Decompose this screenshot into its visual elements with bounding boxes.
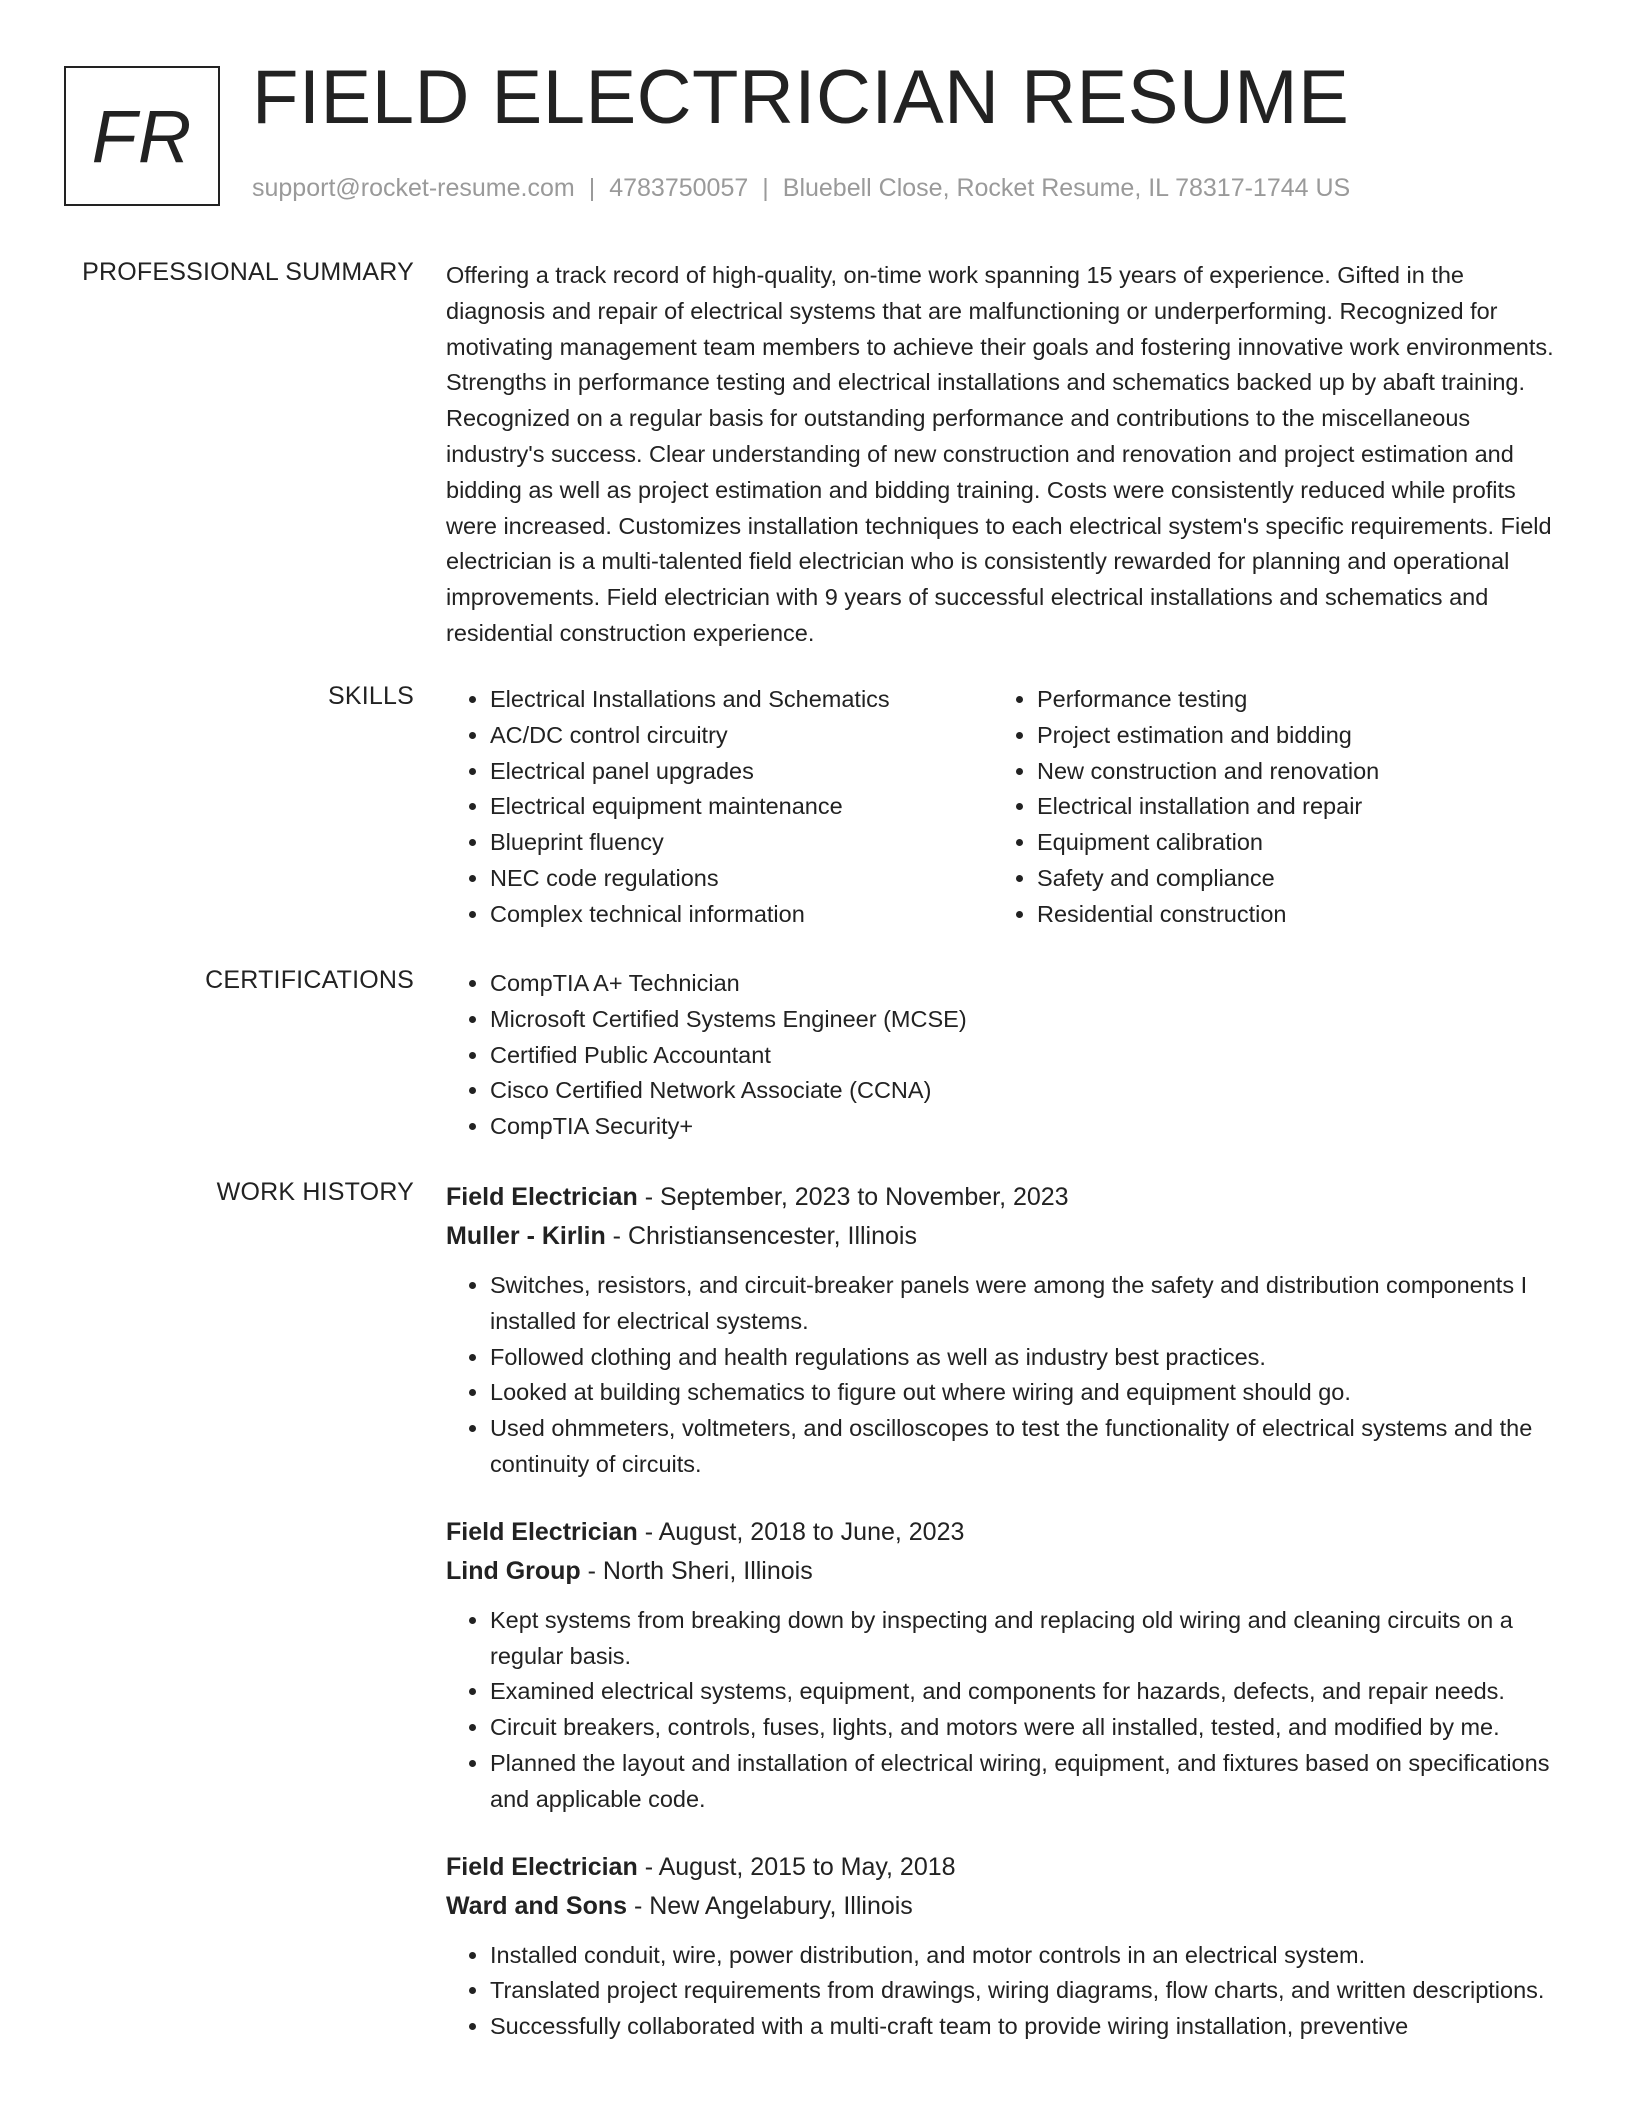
- certifications-list: [446, 966, 1566, 1145]
- job-company: Ward and Sons: [446, 1891, 628, 1920]
- certification-item: • Certified Public Accountant: [490, 1038, 1566, 1074]
- contact-phone: 4783750057: [609, 174, 749, 202]
- job-company: Muller - Kirlin: [446, 1222, 606, 1250]
- job-company-line: [446, 1217, 1566, 1256]
- job-title: Field Electrician: [446, 1517, 638, 1546]
- skill-item: • NEC code regulations: [490, 861, 993, 897]
- skill-item: • Residential construction: [1037, 897, 1540, 933]
- job-duty: • Used ohmmeters, voltmeters, and oscilloscopes to test the functionality of electrical systems and the continuity of circuits.: [490, 1411, 1566, 1483]
- job-duties: [446, 1268, 1566, 1483]
- job-duty: • Followed clothing and health regulations as well as industry best practices.: [490, 1340, 1566, 1376]
- job-title-line: [446, 1513, 1566, 1552]
- contact-line: [252, 174, 1350, 203]
- job-title-line: [446, 1178, 1566, 1217]
- certifications-heading: CERTIFICATIONS: [205, 966, 414, 994]
- job-dates: - September, 2023 to November, 2023: [637, 1183, 1069, 1211]
- skills-list-left: [446, 682, 993, 933]
- summary-text: Offering a track record of high-quality, on-time work spanning 15 years of experience. Gifted in the diagnosis and repair of electrical systems that are malfunctioning or underperforming. Recognized for motivating management team members to achieve their goals and fostering innovative work environments. Strengths in performance testing and electrical installations and schematics backed up by abaft training. Recognized on a regular basis for outstanding performance and contributions to the miscellaneous industry's success. Clear understanding of new construction and renovation and project estimation and bidding as well as project estimation and bidding training. Costs were consistently reduced while profits were increased. Customizes installation techniques to each electrical system's specific requirements. Field electrician is a multi-talented field electrician who is consistently rewarded for planning and operational improvements. Field electrician with 9 years of successful electrical installations and schematics and residential construction experience.: [446, 262, 1554, 646]
- skill-item: • Electrical installation and repair: [1037, 789, 1540, 825]
- work-history-body: [446, 1178, 1566, 2045]
- job-location: - North Sheri, Illinois: [580, 1556, 813, 1585]
- skill-item: • Electrical Installations and Schematics: [490, 682, 993, 718]
- job-location: - Christiansencester, Illinois: [605, 1222, 917, 1250]
- job-duty: • Circuit breakers, controls, fuses, lights, and motors were all installed, tested, and modified by me.: [490, 1710, 1566, 1746]
- contact-separator: |: [588, 174, 596, 202]
- job-location: - New Angelabury, Illinois: [627, 1891, 913, 1920]
- certification-item: • CompTIA Security+: [490, 1109, 1566, 1145]
- job-duty: • Kept systems from breaking down by inspecting and replacing old wiring and cleaning circuits on a regular basis.: [490, 1603, 1566, 1675]
- certification-item: • CompTIA A+ Technician: [490, 966, 1566, 1002]
- contact-separator: |: [762, 174, 769, 202]
- certification-item: • Microsoft Certified Systems Engineer (MCSE): [490, 1002, 1566, 1038]
- job-title: Field Electrician: [446, 1852, 638, 1881]
- monogram-badge: [64, 66, 220, 206]
- skills-heading: SKILLS: [328, 682, 414, 710]
- skills-body: [446, 682, 1566, 933]
- job-duty: • Examined electrical systems, equipment, and components for hazards, defects, and repair needs.: [490, 1674, 1566, 1710]
- skills-list-right: [993, 682, 1540, 933]
- job-title: Field Electrician: [446, 1183, 638, 1211]
- skill-item: • Complex technical information: [490, 897, 993, 933]
- job-company-line: [446, 1552, 1566, 1591]
- job-duty: • Switches, resistors, and circuit-breaker panels were among the safety and distribution components I installed for electrical systems.: [490, 1268, 1566, 1340]
- summary-body: [446, 258, 1566, 652]
- contact-address: Bluebell Close, Rocket Resume, IL 78317-1744 US: [782, 174, 1351, 202]
- certifications-body: [446, 966, 1566, 1145]
- skill-item: • Safety and compliance: [1037, 861, 1540, 897]
- skill-item: • Electrical equipment maintenance: [490, 789, 993, 825]
- skill-item: • Electrical panel upgrades: [490, 754, 993, 790]
- resume-title: FIELD ELECTRICIAN RESUME: [252, 55, 1350, 140]
- job-entry: [446, 1848, 1566, 2045]
- job-entry: [446, 1178, 1566, 1483]
- certification-item: • Cisco Certified Network Associate (CCNA): [490, 1073, 1566, 1109]
- job-dates: - August, 2018 to June, 2023: [637, 1517, 965, 1546]
- job-duty: • Planned the layout and installation of electrical wiring, equipment, and fixtures based on specifications and applicable code.: [490, 1746, 1566, 1818]
- job-entry: [446, 1513, 1566, 1818]
- skill-item: • Blueprint fluency: [490, 825, 993, 861]
- job-duty: • Installed conduit, wire, power distribution, and motor controls in an electrical system.: [490, 1938, 1566, 1974]
- contact-email: support@rocket-resume.com: [252, 174, 575, 202]
- job-company-line: [446, 1887, 1566, 1926]
- job-title-line: [446, 1848, 1566, 1887]
- skill-item: • Project estimation and bidding: [1037, 718, 1540, 754]
- job-duties: [446, 1938, 1566, 2045]
- job-duty: • Looked at building schematics to figure out where wiring and equipment should go.: [490, 1375, 1566, 1411]
- work-history-heading: WORK HISTORY: [216, 1178, 414, 1206]
- job-duty: • Translated project requirements from drawings, wiring diagrams, flow charts, and written descriptions.: [490, 1973, 1566, 2009]
- monogram-initials: FR: [91, 94, 193, 178]
- job-duty: • Successfully collaborated with a multi-craft team to provide wiring installation, preventive: [490, 2009, 1566, 2045]
- job-dates: - August, 2015 to May, 2018: [637, 1852, 956, 1881]
- skill-item: • Equipment calibration: [1037, 825, 1540, 861]
- skills-columns: [446, 682, 1566, 933]
- summary-heading: PROFESSIONAL SUMMARY: [82, 258, 414, 286]
- skill-item: • Performance testing: [1037, 682, 1540, 718]
- skill-item: • New construction and renovation: [1037, 754, 1540, 790]
- job-company: Lind Group: [446, 1556, 581, 1585]
- skill-item: • AC/DC control circuitry: [490, 718, 993, 754]
- job-duties: [446, 1603, 1566, 1818]
